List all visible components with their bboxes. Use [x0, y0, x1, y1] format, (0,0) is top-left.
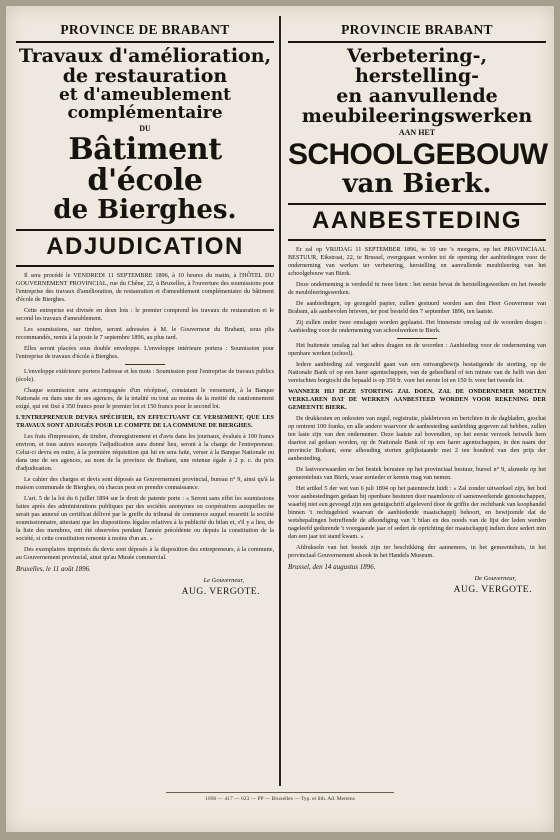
place-title: de Bierghes.	[53, 194, 237, 225]
paragraph: Afdrukseln van het bestek zijn ter beschikking der aannemers, in het gemeentehuis, in het provinciaal Gouvernement alsook in het Handels Museum.	[288, 544, 546, 560]
printer-imprint: 1896 — 417 — 623 — PP — Bruxelles — Typ. et lith. Ad. Mertens	[205, 796, 355, 802]
heading-rule	[288, 239, 546, 241]
printer-rule	[166, 792, 394, 793]
paragraph: L'art. 5 de la loi du 6 juillet 1894 sur le droit de patente porte : « Seront sans effet les soumissions faites après des administrations publiques par des sociétés anonymes ou coopératives auxquelles ne serait pas annexé un certificat délivré par le greffe du tribunal de commerce auquel ressortit la société soumissionnaire, attestant que les dispositions légales relatives à la publicité du bilan et, s'il y a lieu, de la liste des membres, ont été observées pendant l'année précédente ou depuis la constitution de la société, si cette constitution remonte à moins d'un an. »	[16, 495, 274, 543]
paragraph: Les frais d'impression, de timbre, d'enregistrement et d'avis dans les journaux, évalués à 100 francs environ, et tous autres suscepts l'adjudication aura donné lieu, seront à la charge de l'entrepreneur. Celui-ci devra en outre, à la première réquisition qui lui en sera faite, verser à la Banque Nationale ou dans une de ses agences, au nom de la province de Brabant, une retenue égale à 2 p. c. du prix d'adjudication.	[16, 433, 274, 473]
adjudication-heading: AANBESTEDING	[311, 207, 522, 235]
notice-body	[288, 246, 546, 560]
separator	[125, 364, 165, 365]
heading-rule	[288, 203, 546, 205]
title-line-1: Verbetering-, herstelling-	[346, 45, 488, 87]
poster	[6, 6, 554, 832]
signatory-role: De Gouverneur,	[474, 575, 516, 583]
adjudication-heading: ADJUDICATION	[46, 232, 244, 260]
paragraph: Cette entreprise est divisée en deux lots : le premier comprend les travaux de restauration et le second les travaux d'ameublement.	[16, 307, 274, 323]
paragraph: Iedere aanbieding zal vergezeld gaan van een ontvangbewijs bestatigende de storting, op de Nationale Bank of op een harer agentschappen, van de geheelheid of ten minste van de helft van den vereischten borgtocht die bepaald is op 350 fr. voor het eerste lot en 150 fr. voor het tweede lot.	[288, 361, 546, 385]
title-connector: DU	[139, 123, 151, 133]
paragraph: De aanbiedingen, op gezegeld papier, zullen gestuurd worden aan den Heer Gouverneur van Brabant, als aanbevolen brieven, ter post besteld den 7 september 1896, ten laatste.	[288, 300, 546, 316]
title-line-2: en aanvullende	[336, 84, 498, 107]
title-block	[288, 47, 546, 198]
notice-body	[16, 272, 274, 562]
paragraph: Het artikel 5 der wet van 6 juli 1894 op het patentrecht luidt : « Zal zonder uitwerksel zijn, het bod voor aanbestedingen gedaan bij openbare besturen door naamlooze of samenwerkende genootschappen, waarbij niet een gevoegd zijn een getuigschrift afgeleverd door de griffie der rechtbank van koophandel binnen 't rechtsgebied waarvan de aanbiedende maatschappij behoort, en bewijzende dat de wetsbepalingen betreffende de afkondiging van 't bilan en des noods van de lijst der leden werden nageleefd gedurende 't voorgaande jaar of sedert de oprichting der maatschappij indien deze sedert min dan een jaar tot stand kwam. »	[288, 485, 546, 541]
title-connector: AAN HET	[398, 127, 436, 137]
signatory-name: AUG. VERGOTE.	[453, 585, 532, 596]
title-line-2: de restauration	[62, 64, 228, 87]
paragraph: Le cahier des charges et devis sont déposés au Gouvernement provincial, bureau n° 9, ainsi qu'à la maison communale de Bierghes, où chacun peut en prendre connaissance.	[16, 476, 274, 492]
paragraph: Er zal op VRIJDAG 11 SEPTEMBER 1896, te 10 ure 's morgens, op het PROVINCIAAL BESTUUR, Eikstraat, 22, te Brussel, overgegaan worden tot de opening der aanbiedingen voor de onderneming van werken ter verbetering, herstelling en aanvullende meubileering van het schoolgebouw van Bierk.	[288, 246, 546, 278]
signatory-role: Le Gouverneur,	[203, 577, 244, 585]
paragraph: De drukkosten en onkosten van zegel, registratie, plakbrieven en berichten in de dagbladen, geschat op omtrent 100 franks, en alle andere waarvoor de aanbesteding aanleiding gegeven zal hebben, zullen ten laste zijn van den ondernemer. Deze laatste zal bovendien, op het eerste verzoek hetwelk hem daartoe zal gedaan worden, op de Nationale Bank of op een harer agentschappen, in den naam der provincie Brabant, eene afhouding storten gelijkstaande met 2 ten honderd van den prijs der aanbesteding.	[288, 415, 546, 463]
dateline: Brussel, den 14 augustus 1896.	[288, 563, 376, 572]
caps-notice: L'ENTREPRENEUR DEVRA SPÉCIFIER, EN EFFECTUANT CE VERSEMENT, QUE LES TRAVAUX SONT ADJUGÉS POUR LE COMPTE DE LA COMMUNE DE BIERGHES.	[16, 414, 274, 430]
heading-rule	[16, 229, 274, 231]
school-title: SCHOOLGEBOUW	[288, 137, 548, 171]
paragraph: Het buitenste omslag zal het adres dragen en de woorden : Aanbieding voor de onderneming van openbare werken (school).	[288, 342, 546, 358]
title-block	[16, 47, 274, 224]
paragraph: Deze onderneming is verdeeld in twee loten : het eerste bevat de herstellingswerken en het tweede de meubileeringswerken.	[288, 281, 546, 297]
dutch-column	[288, 22, 546, 595]
paragraph: L'enveloppe extérieure portera l'adresse et les mots : Soumission pour l'entreprise de travaux publics (école).	[16, 368, 274, 384]
province-heading: PROVINCIE BRABANT	[288, 22, 546, 43]
title-line-3: meubileeringswerken	[301, 104, 533, 127]
column-divider	[279, 16, 281, 786]
paragraph: Elles seront placées sous double enveloppe. L'enveloppe intérieure portera : Soumission pour l'entreprise de travaux d'école à Bierghes.	[16, 345, 274, 361]
paragraph: Les soumissions, sur timbre, seront adressées à M. le Gouverneur du Brabant, sous plis recommandés, remis à la poste le 7 septembre 1896, au plus tard.	[16, 326, 274, 342]
place-title: van Bierk.	[342, 168, 492, 199]
heading-rule	[16, 265, 274, 267]
signatory-name: AUG. VERGOTE.	[181, 587, 260, 598]
paragraph: Des exemplaires imprimés du devis sont déposés à la disposition des entrepreneurs, à la commune, au Gouvernement provincial, ainsi qu'au Musée commercial.	[16, 546, 274, 562]
school-title: Bâtiment d'école	[68, 131, 222, 199]
caps-notice: WANNEER HIJ DEZE STORTING ZAL DOEN, ZAL DE ONDERNEMER MOETEN VERKLAREN DAT DE WERKEN AANBESTEED WORDEN VOOR REKENING DER GEMEENTE BIERK.	[288, 388, 546, 412]
title-line-3: et d'ameublement complémentaire	[58, 84, 232, 123]
separator	[397, 338, 437, 339]
province-heading: PROVINCE DE BRABANT	[16, 22, 274, 43]
french-column	[16, 22, 274, 597]
dateline: Bruxelles, le 11 août 1896.	[16, 565, 91, 574]
paragraph: Il sera procédé le VENDREDI 11 SEPTEMBRE 1896, à 10 heures du matin, à l'HÔTEL DU GOUVERNEMENT PROVINCIAL, rue du Chêne, 22, à Bruxelles, à l'ouverture des soumissions pour l'entreprise des travaux d'amélioration, de restauration et d'ameublement complémentaire du bâtiment d'école de Bierghes.	[16, 272, 274, 304]
paragraph: Zij zullen onder twee omslagen worden geplaatst. Het binnenste omslag zal de woorden dragen : Aanbieding voor de onderneming van schoolwerken te Bierk.	[288, 319, 546, 335]
paragraph: De lastvoorwaarden en het bestek berusten op het provinciaal bestuur, bureel n° 9, alsmede op het gemeentehuis van Bierk, waar eenieder er kennis mag van nemen.	[288, 466, 546, 482]
paragraph: Chaque soumission sera accompagnée d'un récépissé, constatant le versement, à la Banque Nationale ou dans une de ses agences, de la totalité ou tout au moins de la moitié du cautionnement exigé, qui est fixé à 350 francs pour le premier lot et 150 francs pour le second lot.	[16, 387, 274, 411]
title-line-1: Travaux d'amélioration,	[18, 45, 272, 67]
